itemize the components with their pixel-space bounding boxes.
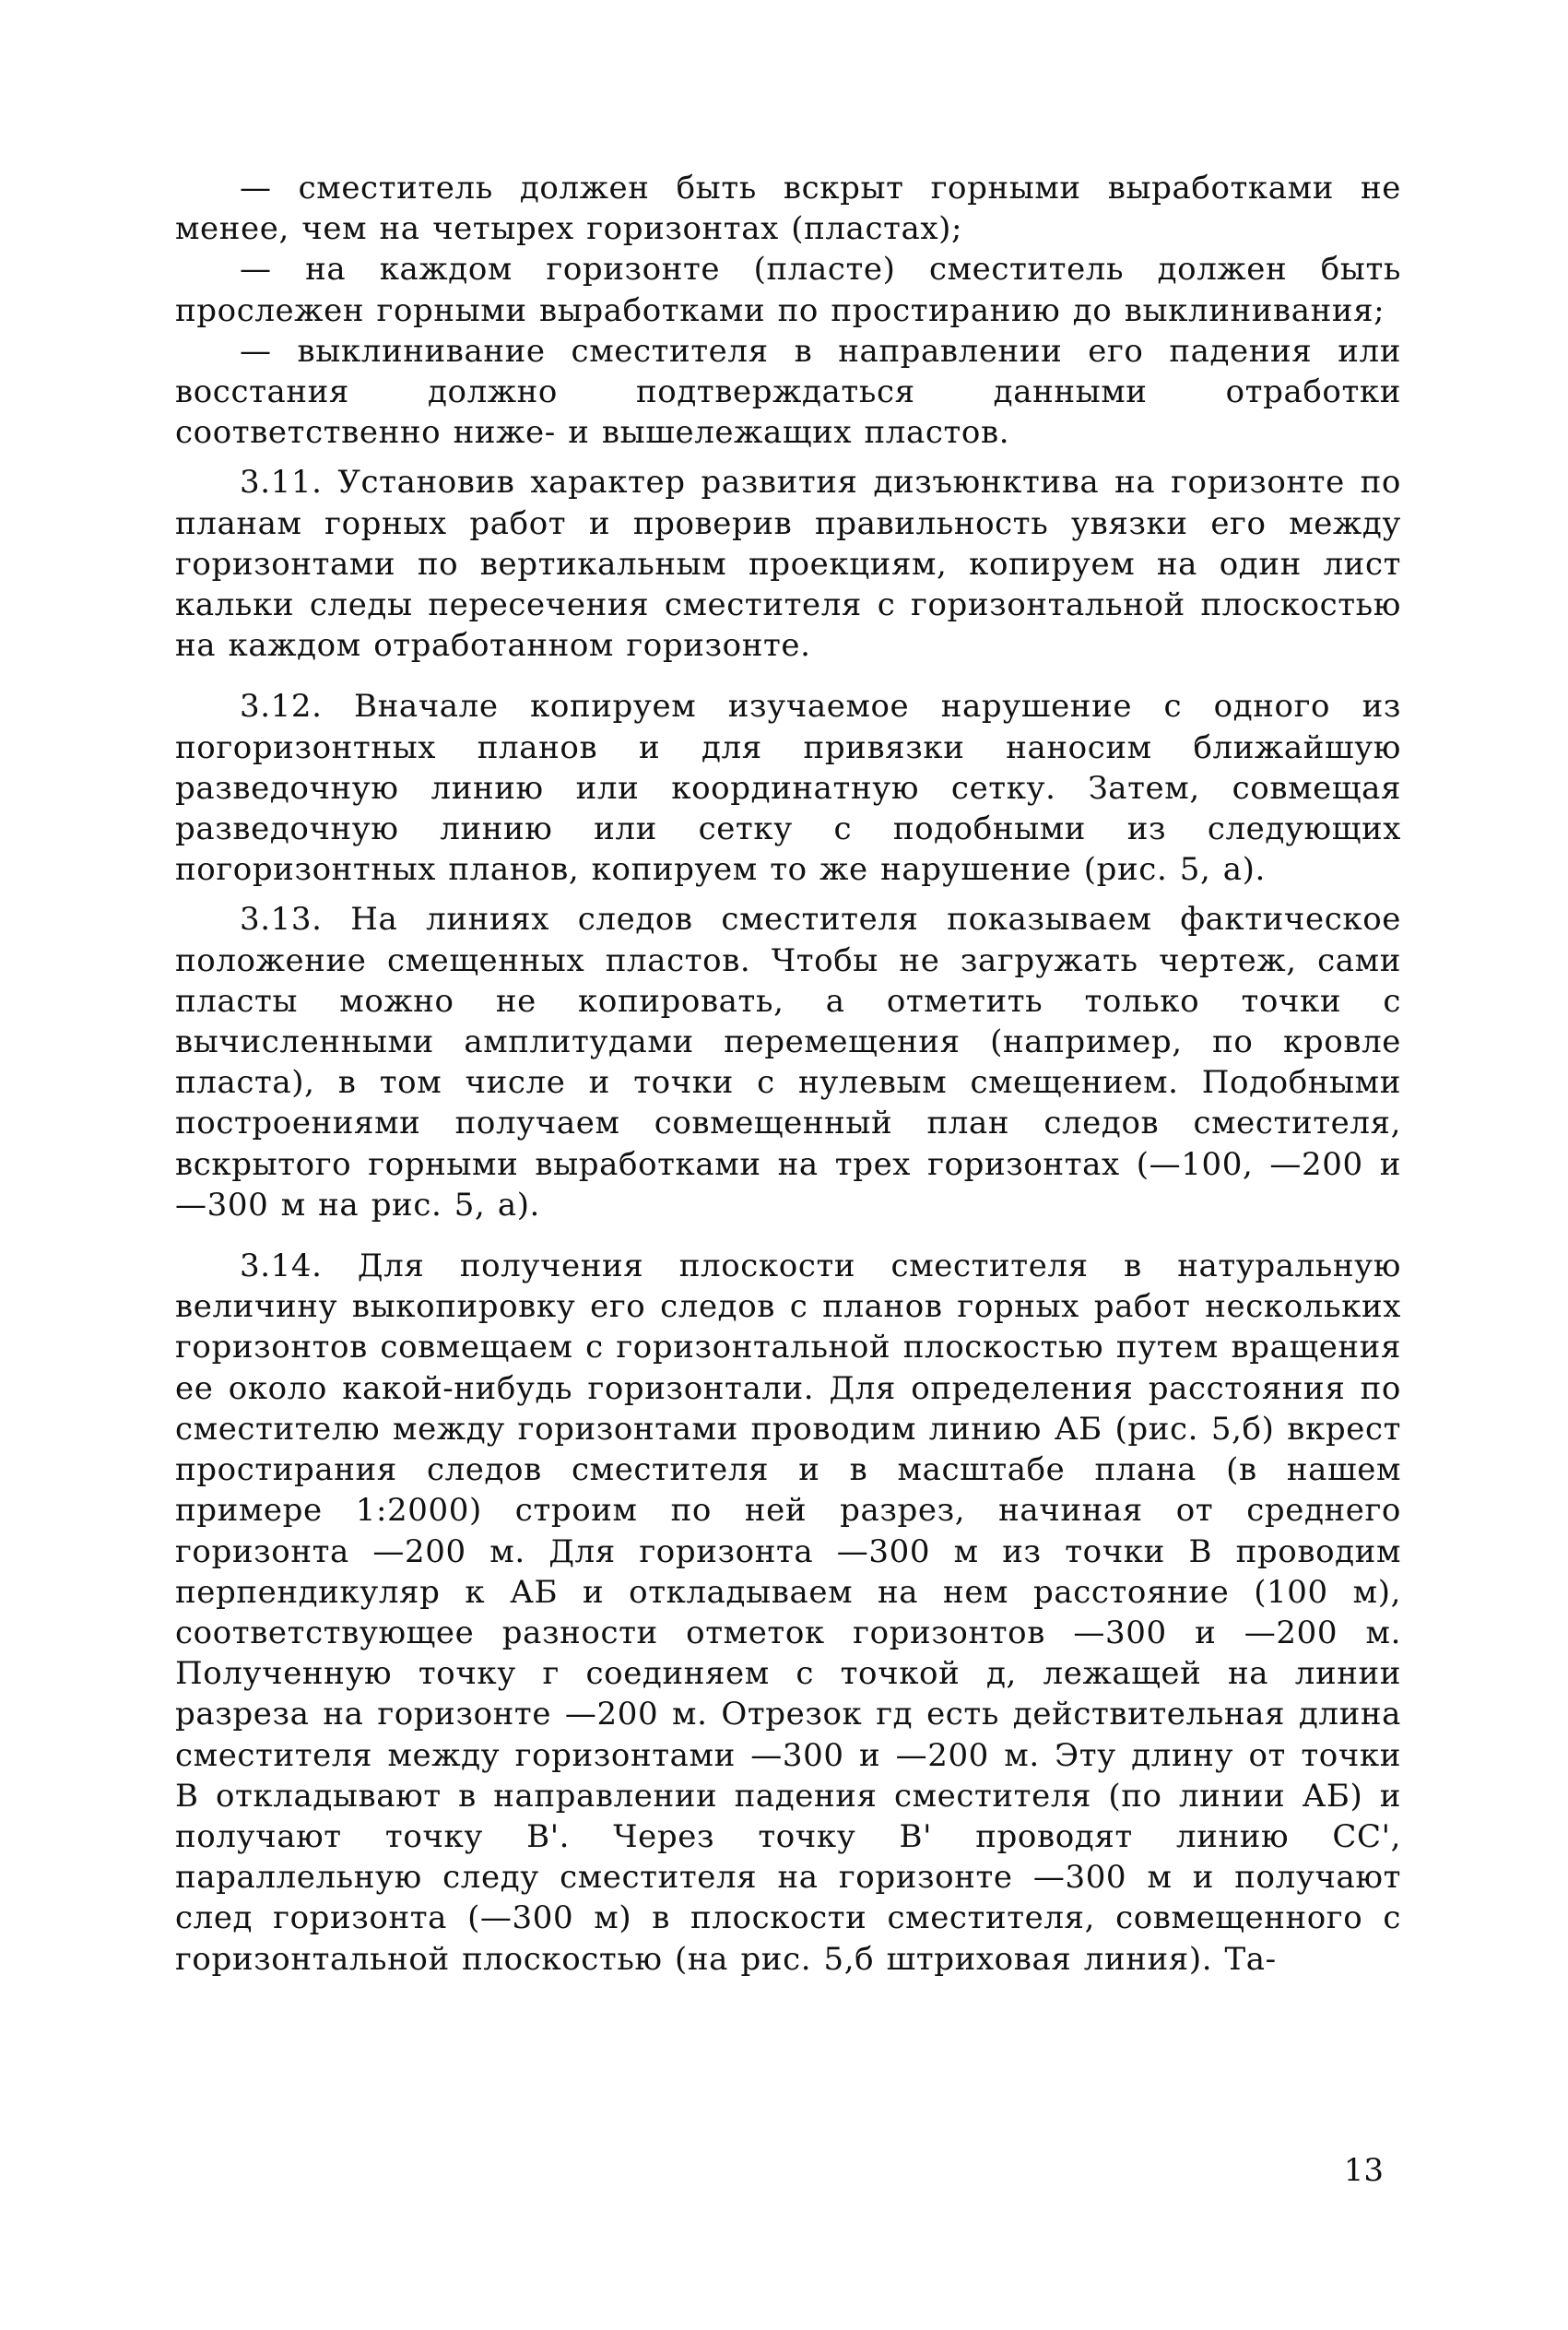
paragraph-condition-2: — на каждом горизонте (пласте) сместитель должен быть прослежен горными выработками по простиранию до выклинивания; xyxy=(175,251,1401,329)
body-text xyxy=(175,168,1401,1980)
paragraph-condition-3: — выклинивание сместителя в направлении его падения или восстания должно подтверждаться данными отработки соответственно ниже- и вышележащих пластов. xyxy=(175,332,1401,452)
paragraph-condition-1: — сместитель должен быть вскрыт горными выработками не менее, чем на четырех горизонтах (пластах); xyxy=(175,170,1401,248)
paragraph-3-12: 3.12. Вначале копируем изучаемое нарушение с одного из погоризонтных планов и для привязки наносим ближайшую разведочную линию или координатную сетку. Затем, совмещая разведочную линию или сетку с подобными из следующих погоризонтных планов, копируем то же нарушение (рис. 5, а). xyxy=(175,688,1401,889)
page-number: 13 xyxy=(1343,2152,1384,2189)
paragraph-3-13: 3.13. На линиях следов сместителя показываем фактическое положение смещенных пластов. Чтобы не загружать чертеж, сами пласты можно не копировать, а отметить только точки с вычисленными амплитудами перемещения (например, по кровле пласта), в том числе и точки с нулевым смещением. Подобными построениями получаем совмещенный план следов сместителя, вскрытого горными выработками на трех горизонтах (—100, —200 и —300 м на рис. 5, а). xyxy=(175,901,1401,1224)
paragraph-3-11: 3.11. Установив характер развития дизъюнктива на горизонте по планам горных работ и проверив правильность увязки его между горизонтами по вертикальным проекциям, копируем на один лист кальки следы пересечения сместителя с горизонтальной плоскостью на каждом отработанном горизонте. xyxy=(175,464,1401,665)
paragraph-3-14: 3.14. Для получения плоскости сместителя в натуральную величину выкопировку его следов с планов горных работ нескольких горизонтов совмещаем с горизонтальной плоскостью путем вращения ее около какой-нибудь горизонтали. Для определения расстояния по сместителю между горизонтами проводим линию АБ (рис. 5,б) вкрест простирания следов сместителя и в масштабе плана (в нашем примере 1:2000) строим по ней разрез, начиная от среднего горизонта —200 м. Для горизонта —300 м из точки В проводим перпендикуляр к АБ и откладываем на нем расстояние (100 м), соответствующее разности отметок горизонтов —300 и —200 м. Полученную точку г соединяем с точкой д, лежащей на линии разреза на горизонте —200 м. Отрезок гд есть действительная длина сместителя между горизонтами —300 и —200 м. Эту длину от точки В откладывают в направлении падения сместителя (по линии АБ) и получают точку В'. Через точку В' проводят линию СС', параллельную следу сместителя на горизонте —300 м и получают след горизонта (—300 м) в плоскости сместителя, совмещенного с горизонтальной плоскостью (на рис. 5,б штриховая линия). Та- xyxy=(175,1248,1401,1978)
